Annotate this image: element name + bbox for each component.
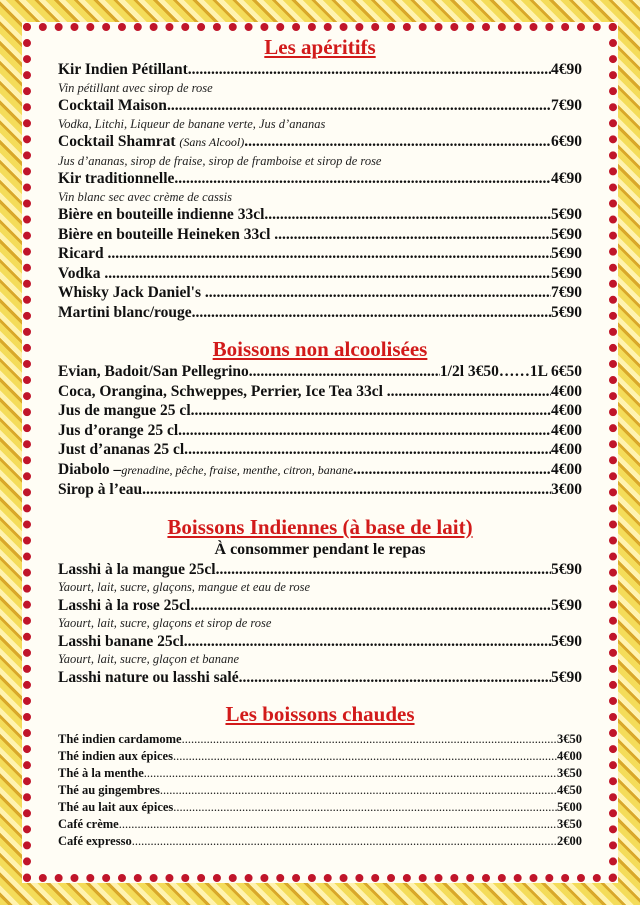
menu-item — [58, 132, 582, 153]
item-name: Bière en bouteille indienne 33cl — [58, 206, 265, 223]
item-name: Lasshi banane 25cl — [58, 632, 184, 650]
aperitifs-list — [58, 60, 582, 322]
item-price: 3€00 — [551, 481, 582, 498]
item-description: Vin blanc sec avec crème de cassis — [58, 189, 233, 204]
item-name: Coca, Orangina, Schweppes, Perrier, Ice Tea 33cl — [58, 382, 383, 400]
item-description: Yaourt, lait, sucre, glaçons et sirop de rose — [58, 616, 272, 630]
menu-item — [58, 765, 582, 782]
item-price: 4€00 — [557, 749, 582, 763]
item-description: Vodka, Litchi, Liqueur de banane verte, Jus d’ananas — [58, 116, 326, 131]
item-price: 2€00 — [557, 834, 582, 848]
item-description: Yaourt, lait, sucre, glaçons, mangue et eau de rose — [58, 580, 311, 594]
menu-item — [58, 283, 582, 303]
item-name: Jus d’orange 25 cl. — [58, 421, 182, 439]
section-title-hot-drinks: Les boissons chaudes — [225, 702, 415, 726]
item-name: Lasshi à la rose 25cl — [58, 596, 191, 614]
item-price: 3€50 — [557, 766, 582, 780]
item-price: 5€90 — [551, 303, 582, 321]
menu-content — [58, 34, 582, 850]
item-price: 7€90 — [551, 97, 582, 114]
item-note: (Sans Alcool) — [179, 135, 245, 149]
menu-item — [58, 480, 582, 500]
item-name: Evian, Badoit/San Pellegrino — [58, 363, 249, 380]
item-name: Vodka — [58, 264, 101, 282]
item-name: Cocktail Maison — [58, 97, 167, 114]
item-price: 4€50 — [557, 783, 582, 797]
item-price: 5€90 — [551, 245, 582, 262]
item-name: Thé au lait aux épices — [58, 800, 174, 814]
menu-item — [58, 560, 582, 580]
item-description: Vin pétillant avec sirop de rose — [58, 80, 213, 95]
item-name: Thé indien cardamome — [58, 732, 182, 746]
menu-item — [58, 816, 582, 833]
item-description: Yaourt, lait, sucre, glaçon et banane — [58, 652, 240, 666]
item-price: 4€90 — [551, 170, 582, 187]
item-price: 5€90 — [551, 225, 582, 243]
item-price: 5€00 — [557, 800, 582, 814]
hot-drinks-list — [58, 731, 582, 850]
menu-item — [58, 668, 582, 688]
item-price: 4€00 — [551, 460, 582, 478]
item-price: 4€00 — [551, 382, 582, 400]
section-title-indian-drinks: Boissons Indiennes (à base de lait) — [167, 514, 473, 539]
item-name: Diabolo – — [58, 460, 122, 478]
item-name: Café expresso — [58, 834, 132, 848]
menu-item — [58, 382, 582, 402]
menu-item — [58, 421, 582, 441]
menu-item — [58, 748, 582, 765]
menu-item — [58, 731, 582, 748]
item-name: Kir Indien Pétillant — [58, 61, 188, 78]
item-name: Lasshi à la mangue 25cl — [58, 560, 216, 578]
item-price: 7€90 — [551, 284, 582, 301]
menu-item — [58, 401, 582, 421]
item-name: Café crème — [58, 817, 119, 831]
item-price: 1/2l 3€50……1L 6€50 — [439, 363, 582, 380]
item-name: Kir traditionnelle — [58, 170, 175, 187]
menu-item — [58, 264, 582, 284]
section-title-aperitifs: Les apéritifs — [264, 35, 376, 59]
item-price: 5€90 — [551, 560, 582, 578]
item-name: Just d’ananas 25 cl. — [58, 441, 189, 458]
non-alcoholic-list — [58, 362, 582, 500]
indian-drinks-list — [58, 560, 582, 688]
item-name: Ricard — [58, 245, 104, 262]
item-name: Thé à la menthe — [58, 766, 144, 780]
menu-item — [58, 799, 582, 816]
menu-item — [58, 596, 582, 616]
menu-item — [58, 632, 582, 652]
item-price: 5€90 — [551, 206, 582, 223]
item-name: Thé indien aux épices — [58, 749, 173, 763]
menu-item — [58, 460, 582, 481]
item-price: 5€90 — [551, 668, 582, 686]
item-description: Jus d’ananas, sirop de fraise, sirop de framboise et sirop de rose — [58, 153, 382, 168]
item-price: 5€90 — [551, 596, 582, 614]
section-subtitle: À consommer pendant le repas — [214, 540, 426, 558]
item-price: 4€00 — [551, 441, 582, 458]
menu-item — [58, 244, 582, 264]
item-note: grenadine, pêche, fraise, menthe, citron, banane — [121, 462, 354, 477]
menu-item — [58, 782, 582, 799]
item-price: 3€50 — [557, 817, 582, 831]
item-price: 3€50 — [557, 732, 582, 746]
item-price: 4€00 — [551, 402, 582, 419]
menu-item — [58, 205, 582, 225]
item-price: 4€90 — [551, 61, 582, 78]
item-price: 5€90 — [551, 632, 582, 650]
item-name: Lasshi nature ou lasshi salé — [58, 668, 239, 686]
menu-item — [58, 362, 582, 382]
item-name: Sirop à l’eau — [58, 481, 143, 498]
menu-item — [58, 303, 582, 323]
item-name: Jus de mangue 25 cl. — [58, 402, 195, 419]
item-name: Martini blanc/rouge — [58, 303, 192, 321]
menu-item — [58, 60, 582, 80]
section-title-non-alcoholic: Boissons non alcoolisées — [212, 337, 428, 361]
menu-item — [58, 225, 582, 245]
item-name: Bière en bouteille Heineken 33cl — [58, 225, 271, 243]
item-price: 5€90 — [551, 264, 582, 282]
menu-item — [58, 833, 582, 850]
item-price: 4€00 — [551, 421, 582, 439]
menu-item — [58, 96, 582, 116]
item-name: Whisky Jack Daniel's — [58, 284, 201, 301]
item-price: 6€90 — [551, 133, 582, 150]
item-name: Thé au gingembres — [58, 783, 160, 797]
menu-item — [58, 169, 582, 189]
item-name: Cocktail Shamrat — [58, 133, 176, 150]
menu-item — [58, 440, 582, 460]
